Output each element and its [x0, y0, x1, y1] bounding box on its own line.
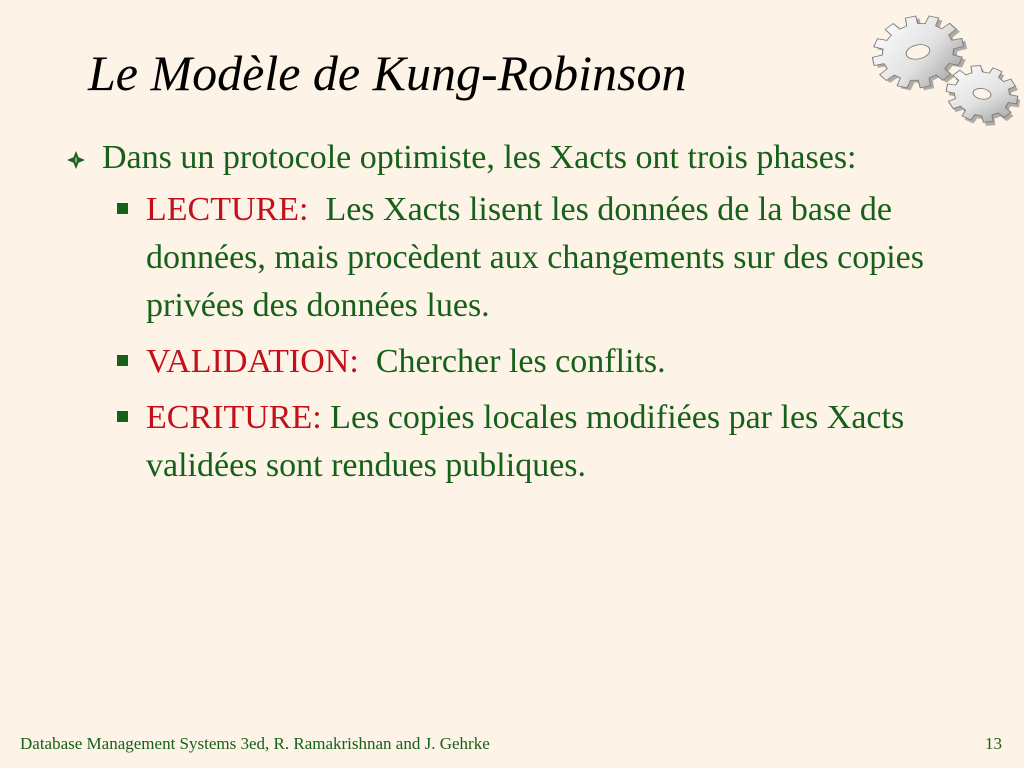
- main-bullet: [60, 136, 1000, 179]
- page-number: 13: [985, 734, 1002, 753]
- phase-item-ecriture: [60, 394, 1000, 490]
- square-bullet-icon: [117, 411, 128, 422]
- slide-content: [60, 136, 1000, 498]
- phase-item-lecture: [60, 186, 1000, 330]
- phase-text: Les copies locales modifiées par les Xacts validées sont rendues publiques.: [146, 399, 905, 484]
- phase-text: Chercher les conflits.: [375, 343, 666, 380]
- diamond-bullet-icon: [66, 150, 86, 170]
- square-bullet-icon: [117, 355, 128, 366]
- phase-keyword: LECTURE:: [146, 191, 309, 228]
- slide-title: Le Modèle de Kung-Robinson: [88, 45, 687, 101]
- phase-text: Les Xacts lisent les données de la base de données, mais procèdent aux changements sur des copies privées des données lues.: [146, 191, 924, 324]
- footer-citation: Database Management Systems 3ed, R. Ramakrishnan and J. Gehrke: [20, 734, 490, 753]
- phase-list: [60, 186, 1000, 490]
- gears-icon: [862, 4, 1022, 128]
- main-bullet-text: Dans un protocole optimiste, les Xacts ont trois phases:: [102, 139, 857, 176]
- phase-keyword: VALIDATION:: [146, 343, 359, 380]
- phase-keyword: ECRITURE:: [146, 399, 322, 436]
- phase-item-validation: [60, 338, 1000, 386]
- square-bullet-icon: [117, 203, 128, 214]
- gear-small-icon: [942, 60, 1022, 128]
